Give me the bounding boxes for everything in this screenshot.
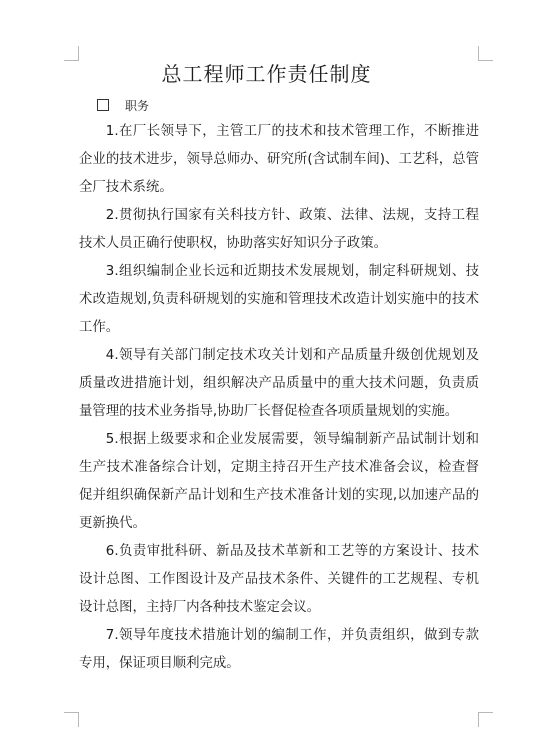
section-heading: [97, 96, 149, 114]
document-title: 总工程师工作责任制度: [161, 62, 372, 86]
paragraph-3: 3.组织编制企业长远和近期技术发展规划，制定科研规划、技术改造规划,负责科研规划的实施和管理技术改造计划实施中的技术工作。: [79, 264, 479, 335]
paragraph-5: 5.根据上级要求和企业发展需要，领导编制新产品试制计划和生产技术准备综合计划，定期主持召开生产技术准备会议，检查督促并组织确保新产品计划和生产技术准备计划的实现,以加速产品的更新换代。: [79, 432, 479, 531]
document-body: [79, 118, 479, 678]
checkbox-icon: [97, 99, 109, 111]
paragraph-7: 7.领导年度技术措施计划的编制工作，并负责组织，做到专款专用，保证项目顺利完成。: [79, 628, 479, 671]
paragraph-4: 4.领导有关部门制定技术攻关计划和产品质量升级创优规划及质量改进措施计划，组织解决产品质量中的重大技术问题，负责质量管理的技术业务指导,协助厂长督促检查各项质量规划的实施。: [79, 348, 479, 419]
crop-mark-bottom-left: [64, 712, 79, 727]
paragraph-2: 2.贯彻执行国家有关科技方针、政策、法律、法规，支持工程技术人员正确行使职权，协助落实好知识分子政策。: [79, 208, 479, 251]
crop-mark-bottom-right: [478, 712, 493, 727]
crop-mark-top-right: [478, 46, 493, 61]
crop-mark-top-left: [64, 46, 79, 61]
paragraph-6: 6.负责审批科研、新品及技术革新和工艺等的方案设计、技术设计总图、工作图设计及产品技术条件、关键件的工艺规程、专机设计总图，主持厂内各种技术鉴定会议。: [79, 544, 479, 615]
section-heading-label: 职务: [125, 98, 150, 113]
paragraph-1: 1.在厂长领导下，主管工厂的技术和技术管理工作，不断推进企业的技术进步，领导总师办、研究所(含试制车间)、工艺科，总管全厂技术系统。: [79, 124, 479, 195]
